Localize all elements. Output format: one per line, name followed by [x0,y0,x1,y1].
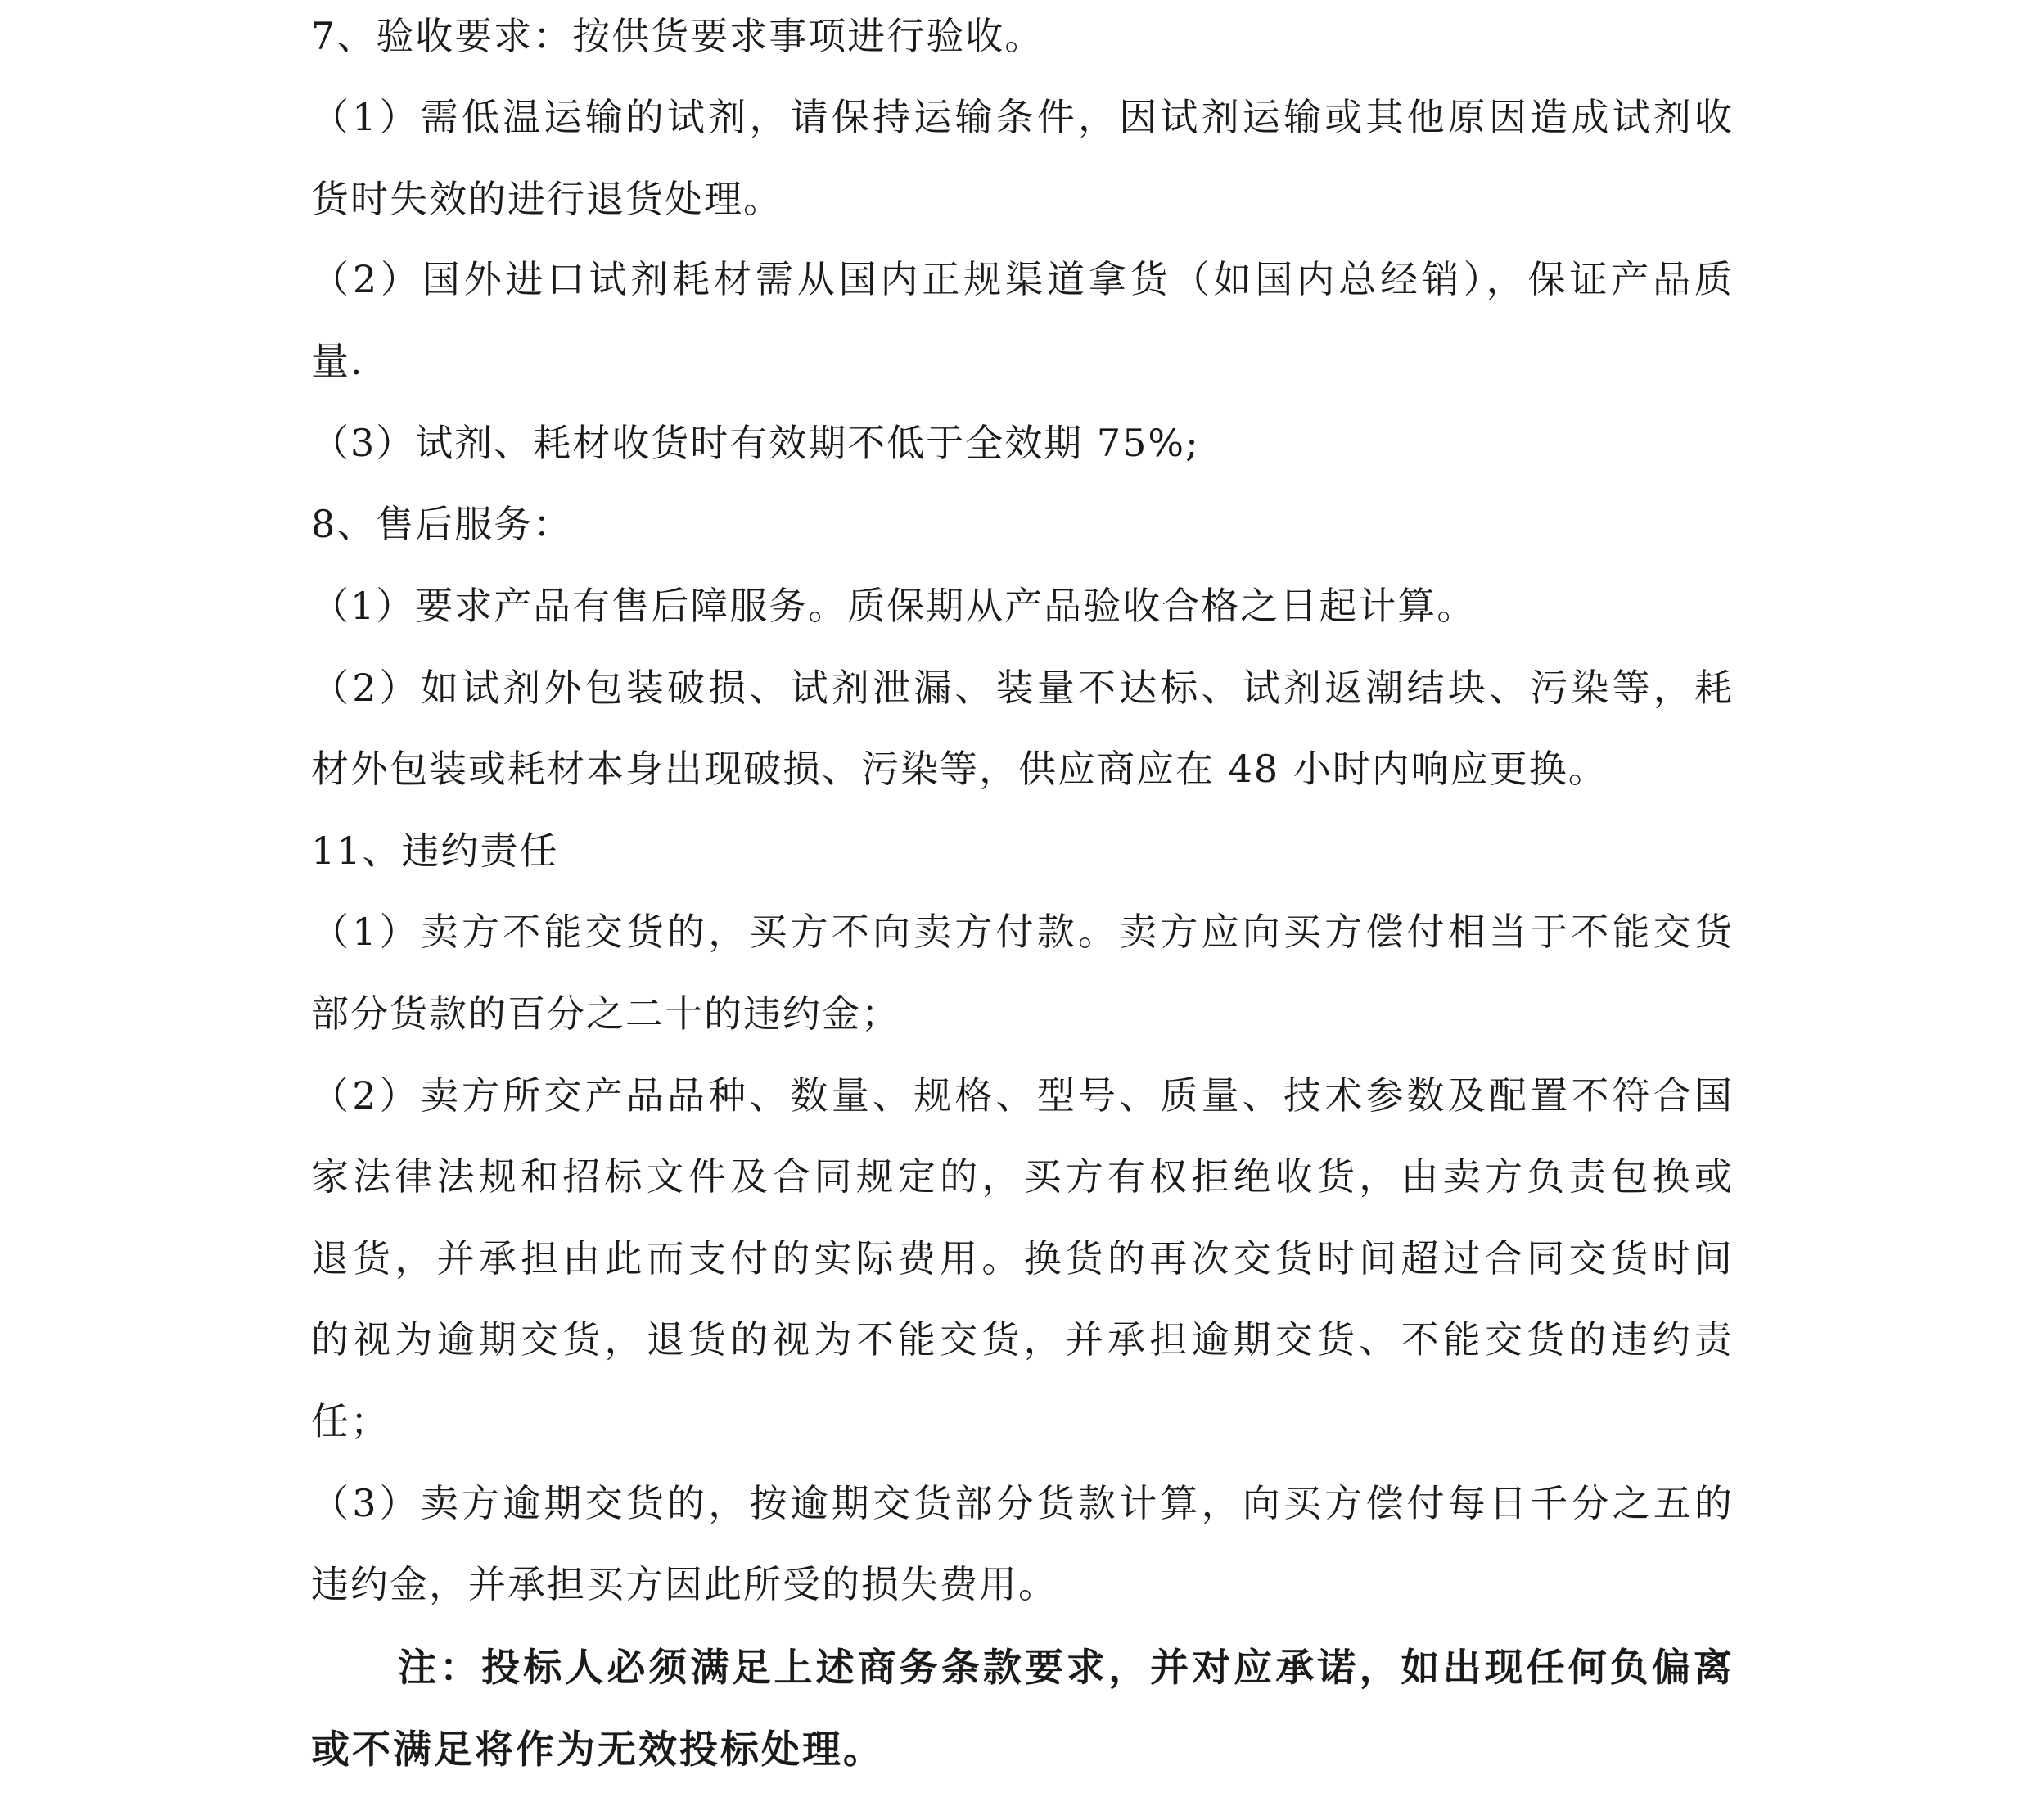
acceptance-heading: 7、验收要求：按供货要求事项进行验收。 [311,14,1044,58]
bid-note-line-2: 或不满足将作为无效投标处理。 [311,1727,884,1773]
liability-item-2-line-4: 的视为逾期交货，退货的视为不能交货，并承担逾期交货、不能交货的违约责 [311,1317,1732,1362]
liability-item-2-line-3: 退货，并承担由此而支付的实际费用。换货的再次交货时间超过合同交货时间 [311,1236,1732,1280]
liability-item-3-line-2: 违约金，并承担买方因此所受的损失费用。 [311,1562,1058,1606]
after-sales-item-1: （1）要求产品有售后障服务。质保期从产品验收合格之日起计算。 [311,584,1477,628]
liability-item-3-line-1: （3）卖方逾期交货的，按逾期交货部分货款计算，向买方偿付每日千分之五的 [311,1481,1732,1525]
liability-item-2-line-5: 任； [311,1399,390,1443]
liability-item-2-line-1: （2）卖方所交产品品种、数量、规格、型号、质量、技术参数及配置不符合国 [311,1073,1732,1118]
liability-item-2-line-2: 家法律法规和招标文件及合同规定的，买方有权拒绝收货，由卖方负责包换或 [311,1154,1732,1199]
acceptance-item-1-line-1: （1）需低温运输的试剂，请保持运输条件，因试剂运输或其他原因造成试剂收 [311,95,1732,139]
liability-item-1-line-2: 部分货款的百分之二十的违约金； [311,991,900,1036]
acceptance-item-3: （3）试剂、耗材收货时有效期不低于全效期 75%; [311,421,1200,465]
acceptance-item-1-line-2: 货时失效的进行退货处理。 [311,177,783,221]
after-sales-item-2-line-2: 材外包装或耗材本身出现破损、污染等，供应商应在 48 小时内响应更换。 [311,747,1608,791]
bid-note-line-1: 注：投标人必须满足上述商务条款要求，并对应承诺，如出现任何负偏离 [398,1646,1732,1691]
after-sales-heading: 8、售后服务： [311,502,573,546]
liability-heading: 11、违约责任 [311,829,559,873]
acceptance-item-2-line-2: 量. [311,339,364,383]
after-sales-item-2-line-1: （2）如试剂外包装破损、试剂泄漏、装量不达标、试剂返潮结块、污染等，耗 [311,666,1732,710]
acceptance-item-2-line-1: （2）国外进口试剂耗材需从国内正规渠道拿货（如国内总经销），保证产品质 [311,257,1732,301]
liability-item-1-line-1: （1）卖方不能交货的，买方不向卖方付款。卖方应向买方偿付相当于不能交货 [311,910,1732,954]
